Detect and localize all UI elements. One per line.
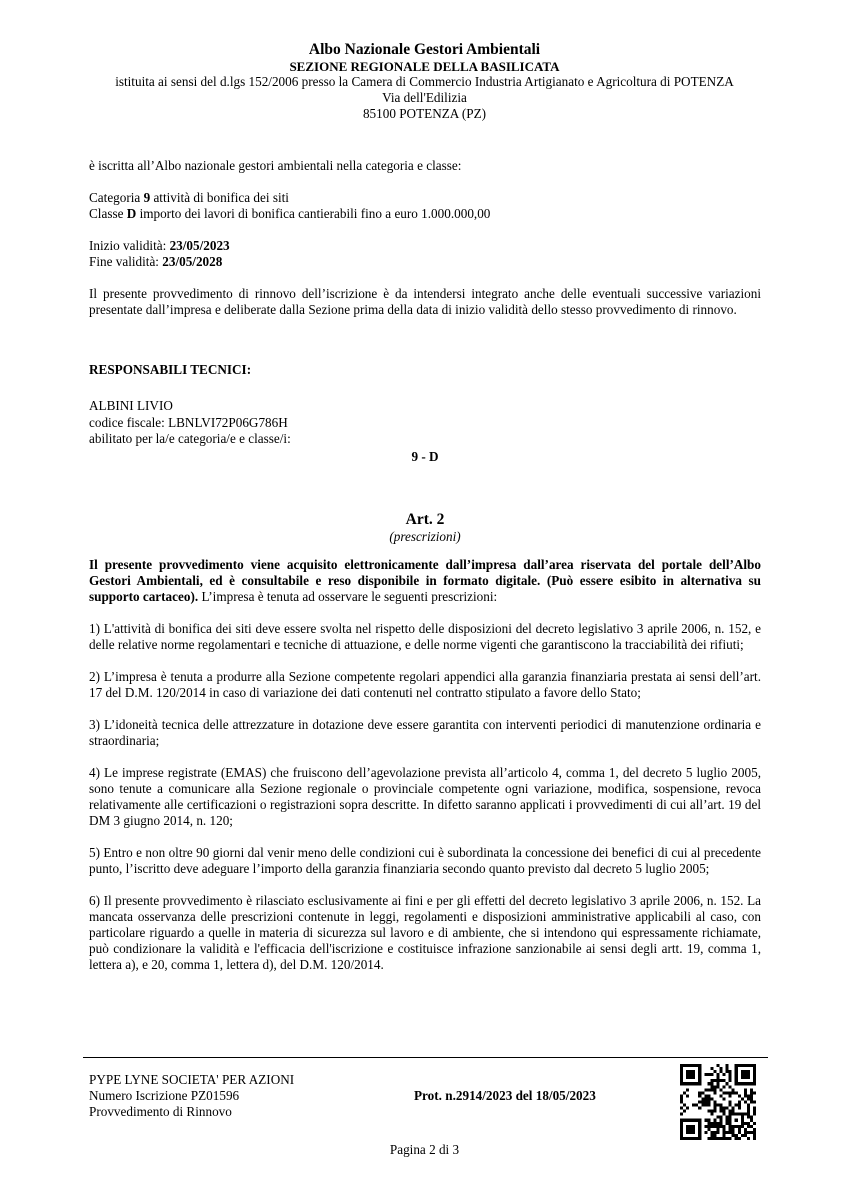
intro-text: è iscritta all’Albo nazionale gestori ambientali nella categoria e classe:	[89, 158, 462, 173]
page-number: Pagina 2 di 3	[389, 1142, 460, 1157]
header-street: Via dell'Edilizia	[382, 90, 467, 105]
document-body	[89, 158, 761, 973]
prescription-item: 6) Il presente provvedimento è rilasciato esclusivamente ai fini e per gli effetti del decreto legislativo 3 aprile 2006, n. 152. La mancata osservanza delle prescrizioni contenute in leggi, regolamenti e disposizioni amministrative applicabili al caso, con particolare riguardo a quelle in materia di sicurezza sul lavoro e di ambiente, che si intendono qui espressamente richiamate, può condizionare la validità e l'efficacia dell'iscrizione e costituisce infrazione sanzionabile ai sensi degli artt. 19, comma 1, lettera a), e 20, comma 1, lettera d), del D.M. 120/2014.	[89, 893, 761, 972]
validity-start-label: Inizio validità:	[89, 238, 170, 253]
header-title: Albo Nazionale Gestori Ambientali	[308, 41, 541, 58]
class-prefix: Classe	[89, 206, 127, 221]
footer-company: PYPE LYNE SOCIETA' PER AZIONI	[89, 1072, 295, 1087]
prescription-item: 3) L’idoneità tecnica delle attrezzature in dotazione deve essere garantita con interventi periodici di manutenzione ordinaria e straordinaria;	[89, 717, 761, 748]
footer-doc-type: Provvedimento di Rinnovo	[89, 1104, 232, 1119]
prescription-item: 1) L'attività di bonifica dei siti deve essere svolta nel rispetto delle disposizioni del decreto legislativo 3 aprile 2006, n. 152, e delle relative norme regolamentari e tecniche di attuazione, e delle norme vigenti che garantiscono la tracciabilità dei rifiuti;	[89, 621, 761, 652]
technical-name: ALBINI LIVIO	[89, 398, 173, 413]
category-text: attività di bonifica dei siti	[150, 190, 289, 205]
article-subtitle: (prescrizioni)	[389, 529, 461, 544]
class-line	[89, 206, 761, 222]
validity-end-label: Fine validità:	[89, 254, 163, 269]
footer-info	[89, 1072, 294, 1120]
footer-protocol: Prot. n.2914/2023 del 18/05/2023	[414, 1088, 596, 1103]
article-intro-bold: Il presente provvedimento viene acquisito elettronicamente dall’impresa dall’area riservata del portale dell’Albo Gestori Ambientali, ed è consultabile e reso disponibile in formato digitale. (Può essere esibito in alternativa su supporto cartaceo).	[89, 557, 761, 604]
technical-enabled-for: abilitato per la/e categoria/e e classe/i:	[89, 431, 291, 446]
validity-end-value: 23/05/2028	[162, 254, 223, 269]
technical-fiscal-code: codice fiscale: LBNLVI72P06G786H	[89, 415, 288, 430]
category-number: 9	[143, 190, 151, 205]
article-title: Art. 2	[405, 511, 445, 528]
validity-start-value: 23/05/2023	[169, 238, 230, 253]
category-prefix: Categoria	[89, 190, 144, 205]
validity-start	[89, 238, 761, 254]
prescription-item: 2) L’impresa è tenuta a produrre alla Sezione competente regolari appendici alla garanzia finanziaria prestata ai sensi dell’art. 17 del D.M. 120/2014 in caso di variazione dei dati contenuti nel contratto stipulato a favore dello Stato;	[89, 669, 761, 700]
article-intro-normal: L’impresa è tenuta ad osservare le seguenti prescrizioni:	[198, 589, 498, 604]
category-line	[89, 190, 761, 206]
renewal-text: Il presente provvedimento di rinnovo dell’iscrizione è da intendersi integrato anche delle eventuali successive variazioni presentate dall’impresa e deliberate dalla Sezione prima della data di inizio validità dello stesso provvedimento di rinnovo.	[89, 286, 761, 317]
article-intro	[89, 557, 761, 605]
class-letter: D	[126, 206, 137, 221]
validity-end	[89, 254, 761, 270]
header-section: SEZIONE REGIONALE DELLA BASILICATA	[289, 59, 560, 74]
footer-divider	[83, 1057, 768, 1058]
class-text: importo dei lavori di bonifica cantierabili fino a euro 1.000.000,00	[136, 206, 491, 221]
header-instituted: istituita ai sensi del d.lgs 152/2006 presso la Camera di Commercio Industria Artigianato e Agricoltura di POTENZA	[115, 74, 734, 89]
header-city: 85100 POTENZA (PZ)	[362, 106, 487, 121]
technical-category-class: 9 - D	[411, 449, 439, 464]
footer-registration: Numero Iscrizione PZ01596	[89, 1088, 240, 1103]
prescription-item: 4) Le imprese registrate (EMAS) che fruiscono dell’agevolazione prevista all’articolo 4, comma 1, del decreto 5 luglio 2005, sono tenute a comunicare alla Sezione regionale o provinciale competente ogni variazione, modifica, sospensione, revoca relativamente alle certificazioni o registrazioni sopra descritte. In difetto saranno applicati i provvedimenti di cui all’art. 19 del DM 3 giugno 2014, n. 120;	[89, 765, 761, 828]
technical-heading: RESPONSABILI TECNICI:	[89, 362, 252, 377]
qr-code-icon	[680, 1064, 756, 1140]
document-header	[0, 40, 849, 122]
prescription-item: 5) Entro e non oltre 90 giorni dal venir meno delle condizioni cui è subordinata la concessione dei benefici di cui al precedente punto, l’iscritto deve adeguare l’importo della garanzia finanziaria secondo quanto previsto dal decreto 5 luglio 2005;	[89, 845, 761, 876]
